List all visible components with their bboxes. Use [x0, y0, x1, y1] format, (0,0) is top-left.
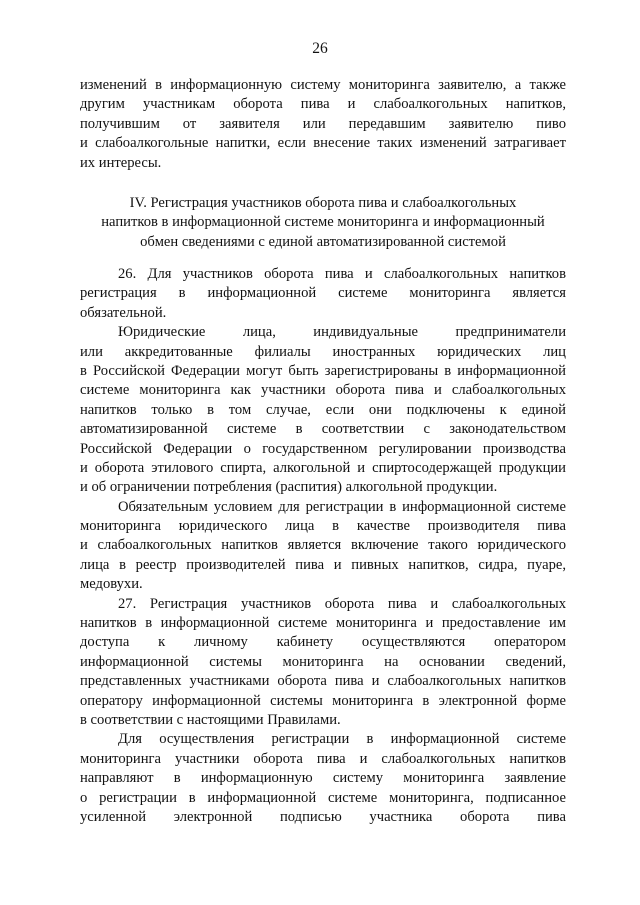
text-line: автоматизированной системе в соответствии с законодательством	[80, 421, 566, 438]
text-line: 27. Регистрация участников оборота пива и слабоалкогольных	[118, 595, 566, 612]
text-line: изменений в информационную систему мониторинга заявителю, а также	[80, 77, 566, 93]
text-line: в Российской Федерации могут быть зарегистрированы в информационной	[80, 362, 566, 379]
text-line: или аккредитованные филиалы иностранных юридических лиц	[80, 343, 566, 360]
text-line: регистрация в информационной системе мониторинга является	[80, 285, 566, 302]
text-line: направляют в информационную систему мониторинга заявление	[80, 770, 566, 787]
section-heading	[90, 194, 556, 252]
heading-line: обмен сведениями с единой автоматизированной системой	[140, 233, 506, 250]
intro-paragraph	[80, 76, 566, 173]
heading-line: IV. Регистрация участников оборота пива и слабоалкогольных	[129, 195, 517, 211]
text-line: лица в реестр производителей пива и пивных напитков, сидра, пуаре,	[80, 556, 566, 573]
text-line: Юридические лица, индивидуальные предприниматели	[118, 324, 566, 341]
text-line: их интересы.	[80, 154, 162, 171]
text-line: системе мониторинга как участники оборота пива и слабоалкогольных	[80, 382, 566, 399]
text-line: в соответствии с настоящими Правилами.	[80, 711, 341, 728]
body-text	[80, 265, 566, 827]
text-line: доступа к личному кабинету осуществляются оператором	[80, 634, 566, 651]
text-line: и оборота этилового спирта, алкогольной и спиртосодержащей продукции	[80, 459, 566, 476]
text-line: получившим от заявителя или передавшим заявителю пиво	[80, 115, 566, 132]
text-line: и об ограничении потребления (распития) алкогольной продукции.	[80, 479, 498, 496]
text-line: Обязательным условием для регистрации в информационной системе	[118, 498, 566, 515]
text-line: оператору информационной системы мониторинга в электронной форме	[80, 692, 566, 709]
text-line: представленных участниками оборота пива и слабоалкогольных напитков	[80, 673, 566, 690]
text-line: Российской Федерации о государственном регулировании производства	[80, 440, 566, 457]
page-number: 26	[312, 40, 328, 57]
text-line: напитков только в том случае, если они подключены к единой	[80, 401, 566, 418]
text-line: информационной системы мониторинга на основании сведений,	[80, 653, 566, 670]
text-line: мониторинга участники оборота пива и слабоалкогольных напитков	[80, 750, 566, 767]
text-line: о регистрации в информационной системе мониторинга, подписанное	[80, 789, 566, 806]
text-line: медовухи.	[80, 576, 143, 593]
text-line: напитков в информационной системе мониторинга и предоставление им	[80, 615, 566, 632]
text-line: и слабоалкогольные напитки, если внесение таких изменений затрагивает	[80, 135, 566, 152]
text-line: обязательной.	[80, 304, 167, 321]
text-line: мониторинга юридического лица в качестве производителя пива	[80, 518, 566, 535]
text-line: усиленной электронной подписью участника оборота пива	[80, 808, 566, 825]
text-line: Для осуществления регистрации в информационной системе	[118, 731, 566, 748]
text-line: другим участникам оборота пива и слабоалкогольных напитков,	[80, 96, 566, 113]
heading-line: напитков в информационной системе мониторинга и информационный	[101, 214, 545, 231]
text-line: и слабоалкогольных напитков является включение такого юридического	[80, 537, 566, 554]
text-line: 26. Для участников оборота пива и слабоалкогольных напитков	[118, 266, 566, 282]
